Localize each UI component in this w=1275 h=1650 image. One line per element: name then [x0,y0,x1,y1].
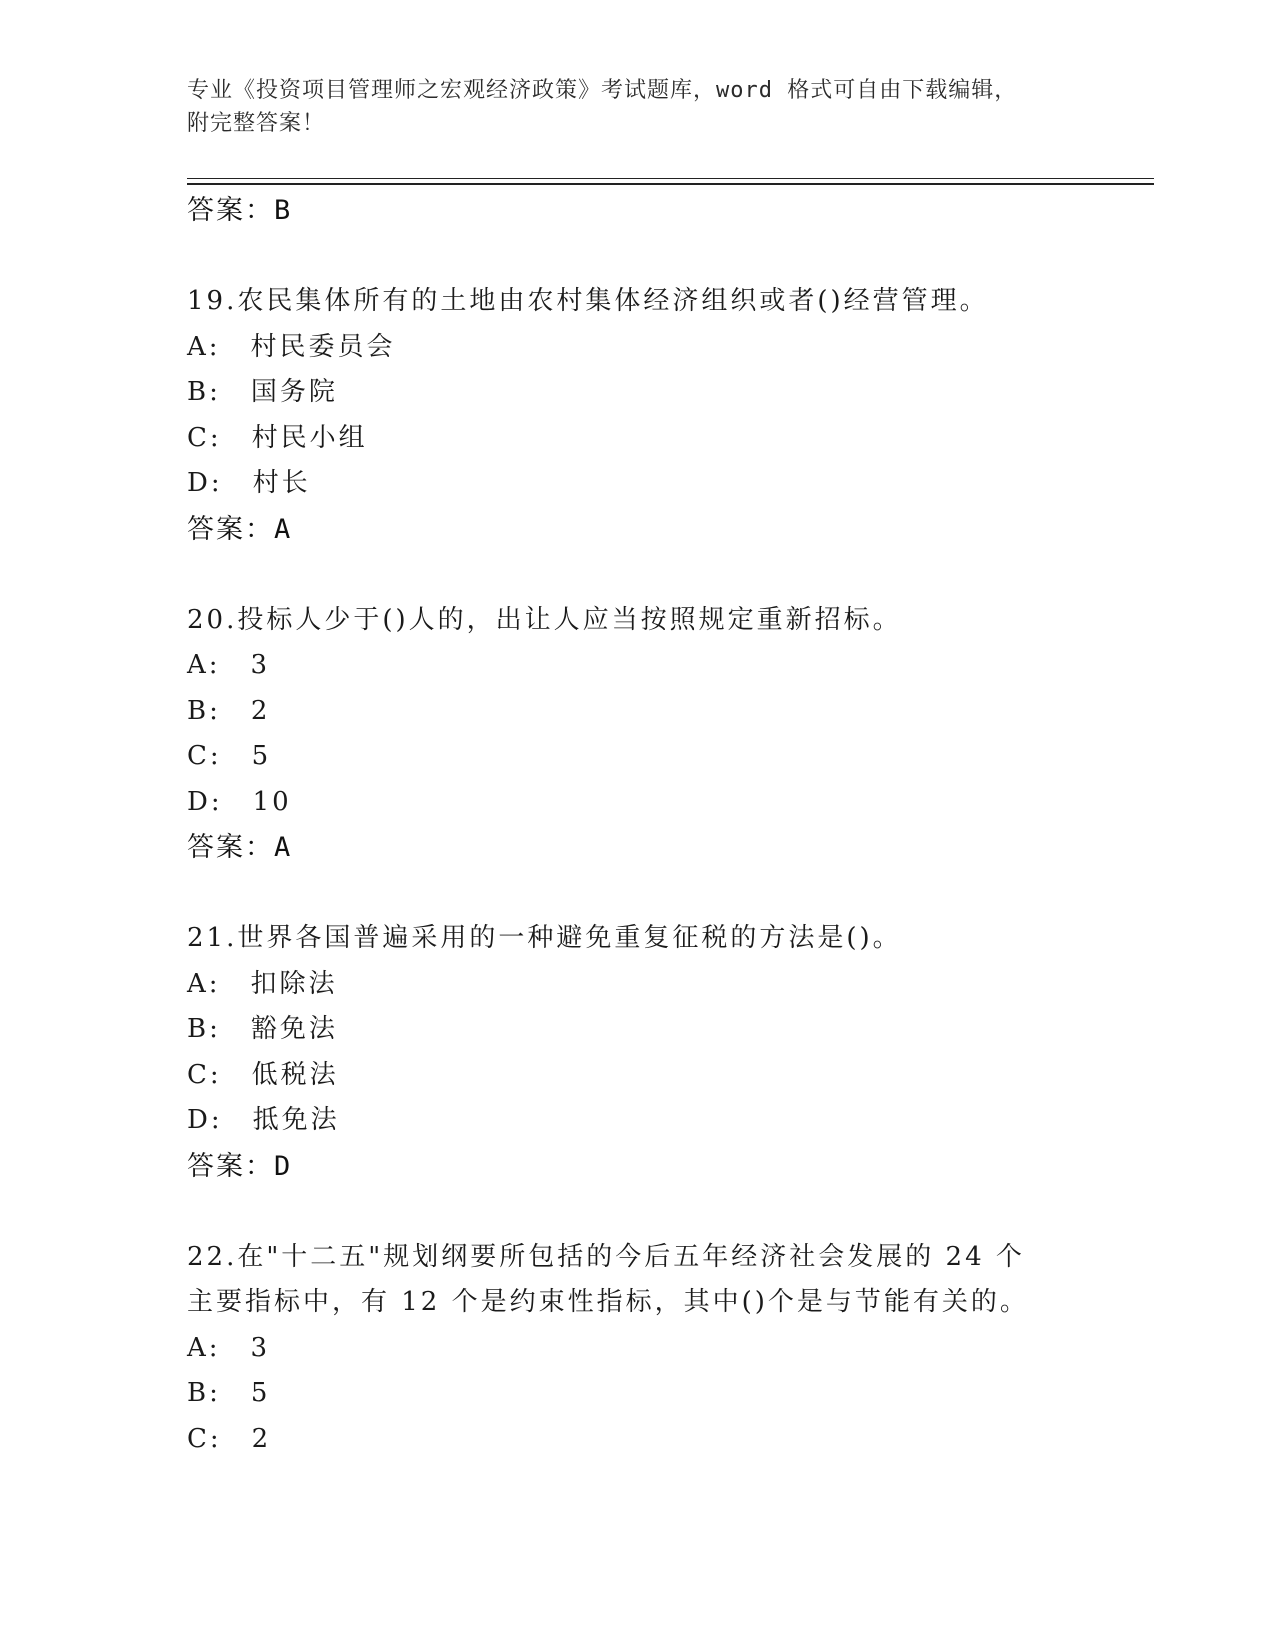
option-letter: D: [187,1105,223,1135]
option-letter: A: [187,650,221,680]
option-letter: B: [187,1014,221,1044]
option-letter: A: [187,1332,221,1363]
header-divider-thick [187,183,1154,185]
option-text: 3 [250,650,271,680]
answer-label: 答案： [187,832,274,863]
option-text: 国务院 [250,377,338,407]
answer-value: B [274,195,291,226]
option-letter: A: [187,331,221,362]
option-text: 2 [251,1423,272,1454]
option-text: 10 [252,786,292,817]
option-text: 抵免法 [252,1105,340,1135]
option-text: 低税法 [251,1059,339,1090]
document-body [187,188,1127,1462]
answer-label: 答案： [187,1150,274,1182]
option-letter: B: [187,377,221,407]
option-text: 豁免法 [250,1014,338,1044]
option-letter: C: [187,1423,222,1454]
option-text: 5 [250,1378,271,1408]
answer-label: 答案： [187,513,274,545]
option-letter: C: [187,1059,222,1090]
option-letter: C: [187,422,222,453]
question-block [187,1235,1127,1463]
option-c [187,1053,1127,1099]
question-text: 22.在"十二五"规划纲要所包括的今后五年经济社会发展的 24 个主要指标中，有 12 个是约束性指标，其中()个是与节能有关的。 [187,1241,1029,1317]
option-text: 村民小组 [251,422,368,453]
option-letter: D: [187,468,223,498]
question-text: 19.农民集体所有的土地由农村集体经济组织或者()经营管理。 [187,286,989,316]
spacer [187,233,1127,279]
answer-line [187,825,1127,870]
option-c [187,734,1127,780]
spacer [187,552,1127,598]
option-text: 村民委员会 [250,331,396,362]
option-b [187,370,1127,416]
option-b [187,689,1127,735]
option-d [187,461,1127,507]
question-text: 20.投标人少于()人的，出让人应当按照规定重新招标。 [187,604,902,635]
answer-value: A [274,513,291,545]
option-c [187,1417,1127,1463]
document-header [187,74,1067,140]
option-a [187,325,1127,371]
option-b [187,1371,1127,1417]
option-letter: A: [187,968,221,999]
option-text: 2 [250,695,271,726]
option-letter: C: [187,741,222,771]
question-block [187,279,1127,552]
option-d [187,780,1127,826]
header-line-2: 附完整答案！ [187,111,326,136]
option-text: 村长 [252,468,311,498]
option-letter: B: [187,1378,221,1408]
answer-line [187,1144,1127,1189]
option-text: 3 [250,1332,271,1363]
spacer [187,870,1127,916]
answer-label: 答案： [187,195,274,226]
header-line-1: 专业《投资项目管理师之宏观经济政策》考试题库，word 格式可自由下载编辑， [187,78,1018,103]
header-divider-thin [187,178,1154,179]
option-letter: D: [187,786,223,817]
answer-line [187,188,1127,233]
option-c [187,416,1127,462]
option-letter: B: [187,695,221,726]
question-block [187,916,1127,1189]
spacer [187,1189,1127,1235]
answer-value: A [274,832,291,863]
option-text: 扣除法 [250,968,338,999]
answer-value: D [274,1150,291,1182]
option-a [187,643,1127,689]
answer-line [187,507,1127,552]
option-text: 5 [251,741,272,771]
option-a [187,962,1127,1008]
option-a [187,1326,1127,1372]
question-block [187,598,1127,871]
question-text: 21.世界各国普遍采用的一种避免重复征税的方法是()。 [187,923,902,953]
option-d [187,1098,1127,1144]
option-b [187,1007,1127,1053]
